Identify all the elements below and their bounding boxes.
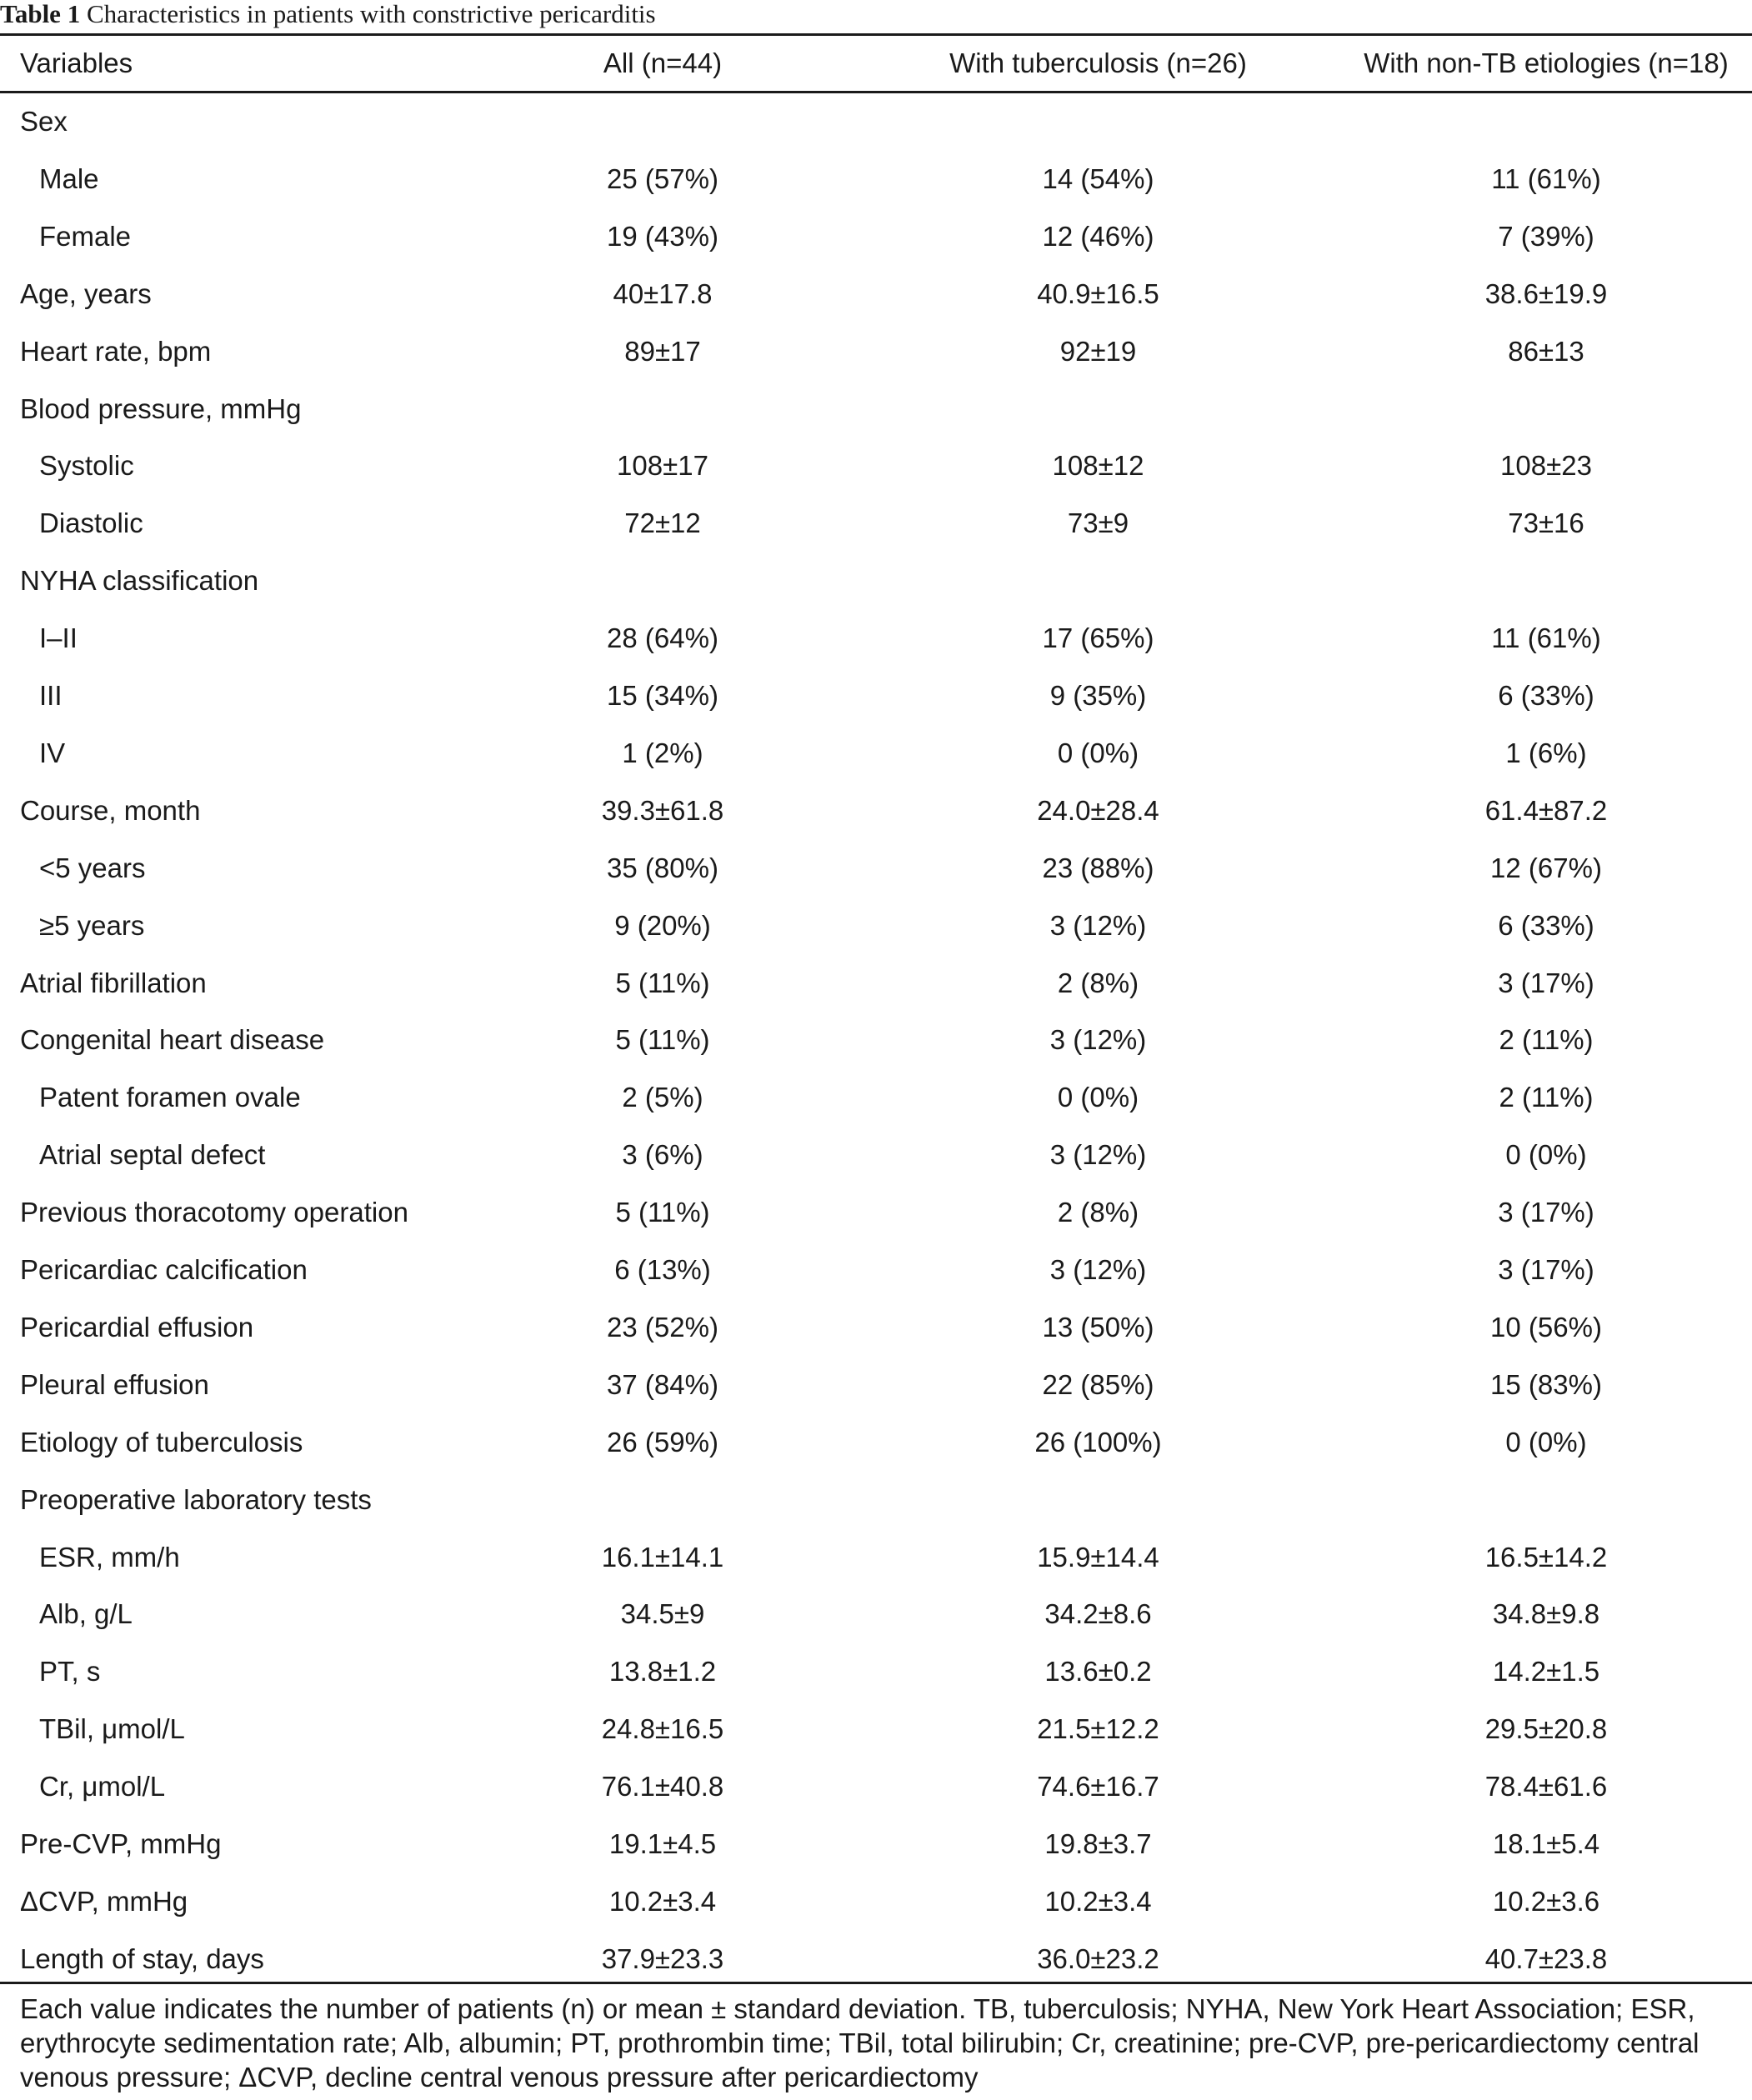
cell-all: 13.8±1.2 (608, 1656, 717, 1688)
row-label: Heart rate, bpm (20, 335, 212, 367)
cell-tuberculosis: 2 (8%) (1057, 1197, 1139, 1228)
cell-all: 16.1±14.1 (601, 1541, 724, 1572)
cell-non-tb: 6 (33%) (1498, 909, 1594, 941)
cell-non-tb: 10.2±3.6 (1492, 1885, 1600, 1917)
row-label: Pericardiac calcification (20, 1254, 308, 1285)
cell-tuberculosis: 34.2±8.6 (1044, 1598, 1152, 1630)
table-row (0, 610, 1752, 668)
cell-tuberculosis: 74.6±16.7 (1037, 1771, 1159, 1802)
cell-all: 10.2±3.4 (608, 1885, 717, 1917)
cell-non-tb: 0 (0%) (1505, 1426, 1587, 1458)
table-row (0, 1184, 1752, 1242)
table-caption-label: Table 1 (0, 0, 81, 28)
cell-tuberculosis: 108±12 (1052, 450, 1144, 482)
cell-non-tb: 14.2±1.5 (1492, 1656, 1600, 1688)
table-row (0, 1701, 1752, 1758)
cell-tuberculosis: 0 (0%) (1057, 737, 1139, 768)
cell-tuberculosis: 3 (12%) (1049, 1254, 1147, 1285)
table-row (0, 668, 1752, 725)
cell-all: 26 (59%) (607, 1426, 718, 1458)
cell-non-tb: 3 (17%) (1498, 967, 1594, 998)
table-row (0, 1873, 1752, 1931)
table-row (0, 955, 1752, 1012)
table-row (0, 1357, 1752, 1414)
cell-all: 19.1±4.5 (608, 1828, 717, 1859)
cell-all: 24.8±16.5 (601, 1713, 724, 1745)
table-row (0, 1069, 1752, 1127)
cell-tuberculosis: 22 (85%) (1042, 1368, 1154, 1400)
cell-all: 35 (80%) (607, 852, 718, 883)
cell-non-tb: 3 (17%) (1498, 1254, 1594, 1285)
cell-tuberculosis: 3 (12%) (1049, 1139, 1147, 1171)
cell-non-tb: 6 (33%) (1498, 680, 1594, 711)
row-label: Blood pressure, mmHg (20, 392, 302, 424)
row-label: <5 years (39, 852, 146, 883)
cell-all: 5 (11%) (615, 967, 710, 998)
cell-non-tb: 12 (67%) (1490, 852, 1602, 883)
row-label: Atrial septal defect (39, 1139, 266, 1171)
table-row (0, 840, 1752, 898)
cell-all: 108±17 (617, 450, 708, 482)
row-label: IV (39, 737, 66, 768)
row-label: Sex (20, 106, 68, 137)
table-row (0, 495, 1752, 552)
cell-all: 9 (20%) (614, 909, 711, 941)
cell-tuberculosis: 12 (46%) (1042, 220, 1154, 252)
cell-all: 28 (64%) (607, 622, 718, 654)
table-row (0, 782, 1752, 840)
row-label: Diastolic (39, 508, 143, 539)
cell-tuberculosis: 40.9±16.5 (1037, 278, 1159, 309)
cell-tuberculosis: 2 (8%) (1057, 967, 1139, 998)
row-label: Cr, μmol/L (39, 1771, 166, 1802)
table-row (0, 208, 1752, 266)
row-label: Female (39, 220, 132, 252)
cell-non-tb: 11 (61%) (1491, 162, 1601, 194)
table-row (0, 438, 1752, 495)
header-non-tb: With non-TB etiologies (n=18) (1364, 48, 1729, 78)
header-variables: Variables (20, 48, 133, 78)
cell-non-tb: 78.4±61.6 (1484, 1771, 1608, 1802)
cell-tuberculosis: 36.0±23.2 (1037, 1942, 1159, 1974)
cell-tuberculosis: 14 (54%) (1042, 162, 1154, 194)
table-row (0, 1816, 1752, 1873)
cell-all: 2 (5%) (622, 1082, 703, 1113)
row-label: Pre-CVP, mmHg (20, 1828, 222, 1859)
table-row (0, 552, 1752, 610)
cell-all: 23 (52%) (607, 1311, 718, 1342)
row-label: Systolic (39, 450, 134, 482)
table-caption-text: Characteristics in patients with constrictive pericarditis (86, 0, 656, 28)
cell-tuberculosis: 3 (12%) (1049, 1024, 1147, 1056)
row-label: Course, month (20, 794, 201, 826)
header-all: All (n=44) (603, 48, 723, 78)
row-label: Length of stay, days (20, 1942, 264, 1974)
cell-all: 5 (11%) (615, 1024, 710, 1056)
cell-tuberculosis: 92±19 (1059, 335, 1137, 367)
cell-tuberculosis: 24.0±28.4 (1037, 794, 1159, 826)
cell-all: 37 (84%) (607, 1368, 718, 1400)
cell-all: 89±17 (624, 335, 701, 367)
cell-all: 6 (13%) (614, 1254, 711, 1285)
row-label: Male (39, 162, 99, 194)
cell-non-tb: 38.6±19.9 (1484, 278, 1608, 309)
cell-non-tb: 40.7±23.8 (1484, 1942, 1608, 1974)
cell-tuberculosis: 21.5±12.2 (1037, 1713, 1159, 1745)
row-label: Previous thoracotomy operation (20, 1197, 408, 1228)
table-header-row (0, 36, 1752, 91)
cell-tuberculosis: 26 (100%) (1034, 1426, 1162, 1458)
cell-all: 34.5±9 (620, 1598, 705, 1630)
row-label: ≥5 years (39, 909, 145, 941)
cell-non-tb: 15 (83%) (1490, 1368, 1602, 1400)
cell-all: 72±12 (624, 508, 701, 539)
cell-non-tb: 2 (11%) (1499, 1082, 1594, 1113)
row-label: NYHA classification (20, 565, 259, 597)
cell-non-tb: 108±23 (1500, 450, 1592, 482)
cell-tuberculosis: 23 (88%) (1042, 852, 1154, 883)
cell-tuberculosis: 3 (12%) (1049, 909, 1147, 941)
cell-non-tb: 2 (11%) (1499, 1024, 1594, 1056)
cell-tuberculosis: 13 (50%) (1042, 1311, 1154, 1342)
table-row (0, 1931, 1752, 1988)
table-row (0, 1127, 1752, 1184)
table-caption (0, 0, 656, 33)
cell-non-tb: 16.5±14.2 (1484, 1541, 1608, 1572)
cell-all: 19 (43%) (607, 220, 718, 252)
table-row (0, 1586, 1752, 1643)
row-label: Patent foramen ovale (39, 1082, 301, 1113)
cell-tuberculosis: 10.2±3.4 (1044, 1885, 1152, 1917)
table-row (0, 898, 1752, 955)
cell-tuberculosis: 13.6±0.2 (1044, 1656, 1152, 1688)
cell-non-tb: 7 (39%) (1498, 220, 1594, 252)
cell-tuberculosis: 73±9 (1067, 508, 1129, 539)
row-label: TBil, μmol/L (39, 1713, 185, 1745)
cell-all: 39.3±61.8 (601, 794, 724, 826)
table-row (0, 1012, 1752, 1069)
cell-all: 76.1±40.8 (601, 1771, 724, 1802)
cell-non-tb: 11 (61%) (1491, 622, 1601, 654)
table-row (0, 151, 1752, 208)
row-label: Etiology of tuberculosis (20, 1426, 303, 1458)
cell-all: 25 (57%) (607, 162, 718, 194)
table-row (0, 1472, 1752, 1529)
cell-tuberculosis: 19.8±3.7 (1044, 1828, 1152, 1859)
table-row (0, 1414, 1752, 1472)
cell-non-tb: 1 (6%) (1505, 737, 1587, 768)
cell-non-tb: 18.1±5.4 (1492, 1828, 1600, 1859)
table-row (0, 93, 1752, 151)
row-label: Congenital heart disease (20, 1024, 325, 1056)
cell-non-tb: 73±16 (1508, 508, 1584, 539)
cell-tuberculosis: 17 (65%) (1042, 622, 1154, 654)
cell-all: 1 (2%) (622, 737, 703, 768)
row-label: Alb, g/L (39, 1598, 133, 1630)
row-label: ESR, mm/h (39, 1541, 180, 1572)
row-label: Pleural effusion (20, 1368, 209, 1400)
cell-all: 15 (34%) (607, 680, 718, 711)
cell-non-tb: 0 (0%) (1505, 1139, 1587, 1171)
table-row (0, 323, 1752, 381)
cell-all: 3 (6%) (622, 1139, 703, 1171)
row-label: ΔCVP, mmHg (20, 1885, 188, 1917)
cell-non-tb: 3 (17%) (1498, 1197, 1594, 1228)
cell-non-tb: 10 (56%) (1490, 1311, 1602, 1342)
cell-tuberculosis: 0 (0%) (1057, 1082, 1139, 1113)
cell-non-tb: 29.5±20.8 (1484, 1713, 1608, 1745)
row-label: Pericardial effusion (20, 1311, 254, 1342)
table-row (0, 1529, 1752, 1587)
cell-non-tb: 61.4±87.2 (1484, 794, 1608, 826)
table-bottom-rule (0, 1982, 1752, 1984)
cell-tuberculosis: 9 (35%) (1049, 680, 1147, 711)
row-label: PT, s (39, 1656, 101, 1688)
row-label: Atrial fibrillation (20, 967, 207, 998)
table-row (0, 1758, 1752, 1816)
table-row (0, 1299, 1752, 1357)
table-footnote: Each value indicates the number of patients (n) or mean ± standard deviation. TB, tuberculosis; NYHA, New York Heart Association; ESR, erythrocyte sedimentation rate; Alb, albumin; PT, prothrombin time; TBil, total bilirubin; Cr, creatinine; pre-CVP, pre-pericardiectomy central venous pressure; ΔCVP, decline central venous pressure after pericardiectomy (20, 1993, 1699, 2092)
table-row (0, 1242, 1752, 1299)
cell-non-tb: 86±13 (1508, 335, 1584, 367)
row-label: I–II (39, 622, 78, 654)
cell-all: 5 (11%) (615, 1197, 710, 1228)
row-label: Age, years (20, 278, 152, 309)
cell-all: 40±17.8 (613, 278, 713, 309)
cell-non-tb: 34.8±9.8 (1492, 1598, 1600, 1630)
cell-tuberculosis: 15.9±14.4 (1037, 1541, 1159, 1572)
row-label: III (39, 680, 63, 711)
header-tuberculosis: With tuberculosis (n=26) (949, 48, 1247, 78)
table-row (0, 725, 1752, 782)
cell-all: 37.9±23.3 (601, 1942, 724, 1974)
table-row (0, 381, 1752, 438)
row-label: Preoperative laboratory tests (20, 1483, 372, 1515)
table-row (0, 1643, 1752, 1701)
table-row (0, 266, 1752, 323)
